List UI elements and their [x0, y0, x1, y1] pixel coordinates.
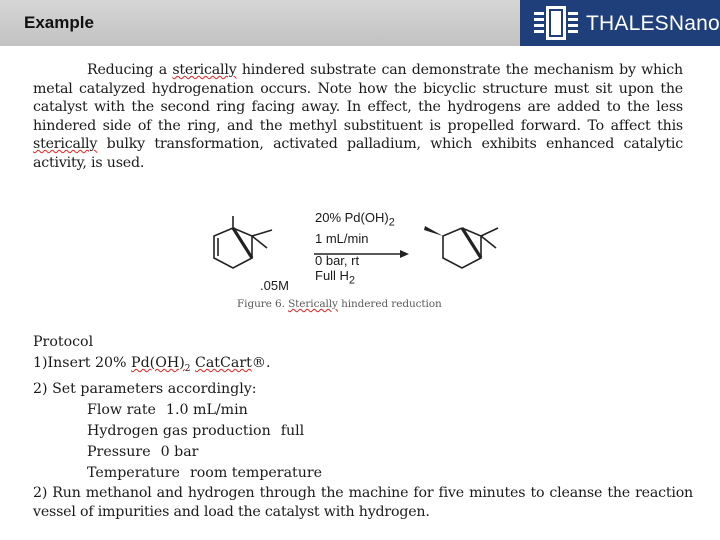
- concentration-label: .05M: [260, 278, 289, 293]
- protocol-step-3: 2) Run methanol and hydrogen through the machine for five minutes to cleanse the reaction vessel of impurities and load the catalyst with hydrogen.: [33, 485, 693, 521]
- condition-flow: 1 mL/min: [315, 231, 369, 247]
- brand-logo: [520, 0, 720, 46]
- slide-title: Example: [24, 13, 94, 32]
- condition-catalyst: 20% $Pd(OH)_2$: [315, 210, 395, 229]
- intro-sterically-2: sterically: [33, 136, 98, 152]
- condition-hydrogen: Full $H_2$: [315, 268, 355, 287]
- figure-caption: Figure 6. Sterically hindered reduction: [237, 298, 442, 310]
- protocol-step-2: 2) Set parameters accordingly:: [33, 381, 257, 398]
- protocol-section: [33, 332, 693, 522]
- product-structure: [443, 228, 498, 268]
- intro-paragraph: [33, 61, 683, 172]
- intro-text-3: bulky transformation, activated palladium, which exhibits enhanced catalytic activity, is used.: [33, 136, 683, 171]
- protocol-step-1: 1)Insert 20% $Pd(OH)_2$ CatCart®.: [33, 354, 271, 374]
- reactant-structure: [214, 216, 272, 268]
- param-pressure: Pressure 0 bar: [87, 443, 199, 460]
- intro-text-2: hindered substrate can demonstrate the mechanism by which metal catalyzed hydrogenation occurs. Note how the bicyclic structure must sit upon the catalyst with the second ring facing away. In effect, the hydrogens are added to the less hindered side of the ring, and the methyl substituent is propelled forward. To affect this: [33, 62, 683, 134]
- brand-name: THALESNano: [586, 12, 720, 35]
- param-hydrogen: Hydrogen gas production full: [87, 423, 305, 440]
- product-wedge-bond: [424, 226, 443, 236]
- param-temperature: Temperature room temperature: [87, 464, 323, 481]
- protocol-heading: Protocol: [33, 334, 94, 350]
- param-flow-rate: Flow rate 1.0 mL/min: [87, 402, 248, 419]
- intro-text-1: Reducing a: [87, 62, 173, 78]
- thalesnano-logo-icon: [532, 4, 580, 42]
- reaction-arrow-icon: [314, 248, 410, 260]
- condition-pressure: 0 bar, rt: [315, 252, 360, 268]
- intro-sterically-1: sterically: [172, 62, 237, 78]
